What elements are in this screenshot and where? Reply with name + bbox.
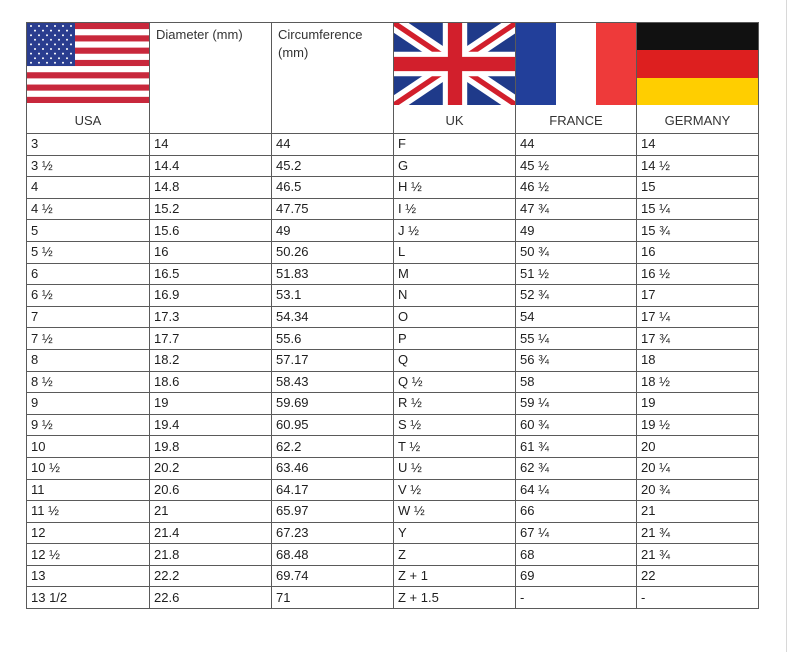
table-row [27,134,759,156]
circumference-cell: 68.48 [272,544,394,566]
circumference-cell: 67.23 [272,522,394,544]
france-size-cell: 60 ¾ [516,414,637,436]
header-row [27,23,759,134]
diameter-cell: 22.2 [150,565,272,587]
circumference-cell: 59.69 [272,393,394,415]
diameter-cell: 15.2 [150,198,272,220]
france-label: FRANCE [549,113,603,128]
diameter-cell: 21.4 [150,522,272,544]
france-size-cell: 45 ½ [516,155,637,177]
circumference-header [272,23,394,134]
diameter-cell: 17.7 [150,328,272,350]
diameter-cell: 14.4 [150,155,272,177]
france-size-cell: 50 ¾ [516,241,637,263]
usa-label: USA [74,113,102,128]
germany-size-cell: 18 ½ [637,371,759,393]
france-size-cell: 59 ¼ [516,393,637,415]
table-row [27,198,759,220]
circumference-cell: 69.74 [272,565,394,587]
usa-size-cell: 11 ½ [27,501,150,523]
table-row [27,328,759,350]
uk-header [394,23,516,134]
uk-size-cell: Z + 1 [394,565,516,587]
germany-size-cell: 17 ¾ [637,328,759,350]
germany-label: GERMANY [664,113,731,128]
table-row [27,285,759,307]
circumference-cell: 63.46 [272,457,394,479]
circumference-cell: 53.1 [272,285,394,307]
france-size-cell: 52 ¾ [516,285,637,307]
circumference-cell: 51.83 [272,263,394,285]
table-row [27,544,759,566]
table-row [27,565,759,587]
france-size-cell: 56 ¾ [516,349,637,371]
uk-size-cell: T ½ [394,436,516,458]
uk-size-cell: F [394,134,516,156]
circumference-cell: 64.17 [272,479,394,501]
table-row [27,263,759,285]
france-size-cell: 64 ¼ [516,479,637,501]
uk-size-cell: U ½ [394,457,516,479]
circumference-cell: 49 [272,220,394,242]
diameter-header [150,23,272,134]
france-size-cell: 49 [516,220,637,242]
diameter-cell: 16.9 [150,285,272,307]
table-row [27,155,759,177]
table-row [27,371,759,393]
diameter-cell: 19.8 [150,436,272,458]
diameter-cell: 20.6 [150,479,272,501]
france-size-cell: 54 [516,306,637,328]
france-size-cell: 66 [516,501,637,523]
table-row [27,306,759,328]
france-size-cell: 47 ¾ [516,198,637,220]
usa-size-cell: 7 ½ [27,328,150,350]
uk-size-cell: G [394,155,516,177]
table-row [27,220,759,242]
table-row [27,522,759,544]
france-size-cell: 67 ¼ [516,522,637,544]
diameter-cell: 16.5 [150,263,272,285]
france-size-cell: 58 [516,371,637,393]
usa-size-cell: 9 ½ [27,414,150,436]
usa-size-cell: 4 [27,177,150,199]
france-size-cell: 44 [516,134,637,156]
uk-size-cell: O [394,306,516,328]
usa-size-cell: 10 [27,436,150,458]
circumference-cell: 44 [272,134,394,156]
france-size-cell: 51 ½ [516,263,637,285]
diameter-label: Diameter (mm) [156,27,243,42]
france-size-cell: 61 ¾ [516,436,637,458]
table-row [27,349,759,371]
table-row [27,414,759,436]
usa-size-cell: 13 [27,565,150,587]
germany-size-cell: 21 ¾ [637,544,759,566]
france-size-cell: 68 [516,544,637,566]
usa-header [27,23,150,134]
diameter-cell: 22.6 [150,587,272,609]
germany-size-cell: 21 [637,501,759,523]
diameter-cell: 16 [150,241,272,263]
uk-size-cell: Y [394,522,516,544]
usa-size-cell: 13 1/2 [27,587,150,609]
germany-size-cell: 16 ½ [637,263,759,285]
uk-size-cell: Z + 1.5 [394,587,516,609]
france-size-cell: 46 ½ [516,177,637,199]
diameter-cell: 19.4 [150,414,272,436]
circumference-cell: 55.6 [272,328,394,350]
diameter-cell: 20.2 [150,457,272,479]
usa-size-cell: 10 ½ [27,457,150,479]
uk-size-cell: S ½ [394,414,516,436]
table-row [27,501,759,523]
uk-size-cell: H ½ [394,177,516,199]
circumference-cell: 46.5 [272,177,394,199]
usa-size-cell: 9 [27,393,150,415]
uk-flag-icon [394,23,516,105]
germany-size-cell: 15 ¼ [637,198,759,220]
uk-size-cell: P [394,328,516,350]
germany-size-cell: 19 [637,393,759,415]
diameter-cell: 15.6 [150,220,272,242]
germany-size-cell: 19 ½ [637,414,759,436]
france-header [516,23,637,134]
table-body [27,134,759,609]
diameter-cell: 19 [150,393,272,415]
circumference-cell: 62.2 [272,436,394,458]
usa-size-cell: 4 ½ [27,198,150,220]
uk-size-cell: V ½ [394,479,516,501]
usa-size-cell: 3 [27,134,150,156]
uk-size-cell: N [394,285,516,307]
uk-size-cell: Q ½ [394,371,516,393]
usa-size-cell: 12 [27,522,150,544]
table-row [27,177,759,199]
diameter-cell: 14.8 [150,177,272,199]
usa-size-cell: 12 ½ [27,544,150,566]
germany-flag-icon [637,23,758,105]
germany-size-cell: 21 ¾ [637,522,759,544]
us-flag-icon [27,23,149,103]
germany-size-cell: 15 [637,177,759,199]
france-size-cell: - [516,587,637,609]
diameter-cell: 14 [150,134,272,156]
table-row [27,587,759,609]
circumference-cell: 47.75 [272,198,394,220]
uk-size-cell: M [394,263,516,285]
germany-size-cell: 18 [637,349,759,371]
table-row [27,241,759,263]
uk-size-cell: W ½ [394,501,516,523]
usa-size-cell: 7 [27,306,150,328]
uk-size-cell: J ½ [394,220,516,242]
circumference-cell: 54.34 [272,306,394,328]
germany-size-cell: 15 ¾ [637,220,759,242]
uk-size-cell: I ½ [394,198,516,220]
diameter-cell: 21.8 [150,544,272,566]
table-row [27,393,759,415]
germany-size-cell: 20 [637,436,759,458]
usa-size-cell: 11 [27,479,150,501]
circumference-cell: 60.95 [272,414,394,436]
uk-size-cell: Q [394,349,516,371]
usa-size-cell: 5 [27,220,150,242]
diameter-cell: 17.3 [150,306,272,328]
usa-size-cell: 5 ½ [27,241,150,263]
uk-size-cell: Z [394,544,516,566]
ring-size-table [26,22,759,609]
circumference-cell: 71 [272,587,394,609]
usa-size-cell: 8 [27,349,150,371]
circumference-cell: 50.26 [272,241,394,263]
france-size-cell: 62 ¾ [516,457,637,479]
france-flag-icon [516,23,636,105]
germany-size-cell: 16 [637,241,759,263]
germany-size-cell: 17 [637,285,759,307]
germany-size-cell: 14 ½ [637,155,759,177]
germany-size-cell: - [637,587,759,609]
usa-size-cell: 3 ½ [27,155,150,177]
usa-size-cell: 6 ½ [27,285,150,307]
page-edge [786,0,787,652]
germany-header [637,23,759,134]
germany-size-cell: 20 ¾ [637,479,759,501]
table-row [27,479,759,501]
uk-label: UK [445,113,464,128]
diameter-cell: 21 [150,501,272,523]
circumference-label: Circumference (mm) [278,27,363,60]
germany-size-cell: 20 ¼ [637,457,759,479]
table-row [27,457,759,479]
circumference-cell: 45.2 [272,155,394,177]
france-size-cell: 55 ¼ [516,328,637,350]
usa-size-cell: 6 [27,263,150,285]
germany-size-cell: 17 ¼ [637,306,759,328]
usa-size-cell: 8 ½ [27,371,150,393]
table-row [27,436,759,458]
diameter-cell: 18.6 [150,371,272,393]
germany-size-cell: 22 [637,565,759,587]
circumference-cell: 65.97 [272,501,394,523]
uk-size-cell: L [394,241,516,263]
france-size-cell: 69 [516,565,637,587]
uk-size-cell: R ½ [394,393,516,415]
diameter-cell: 18.2 [150,349,272,371]
circumference-cell: 58.43 [272,371,394,393]
circumference-cell: 57.17 [272,349,394,371]
germany-size-cell: 14 [637,134,759,156]
